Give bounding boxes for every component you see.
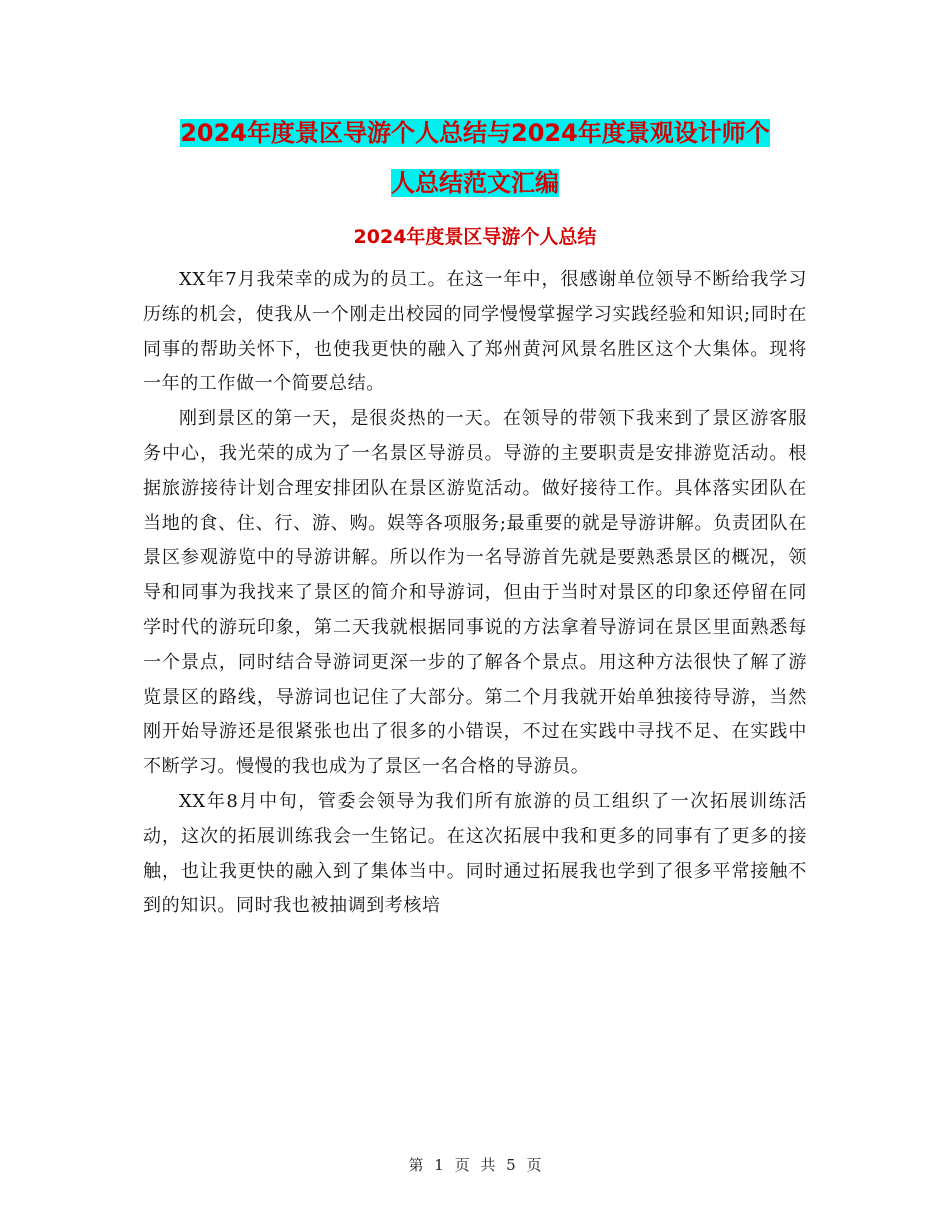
document-title-line-2: 人总结范文汇编 (391, 169, 559, 197)
paragraph-3: XX年8月中旬，管委会领导为我们所有旅游的员工组织了一次拓展训练活动，这次的拓展训练我会一生铭记。在这次拓展中我和更多的同事有了更多的接触，也让我更快的融入到了集体当中。同时通过拓展我也学到了很多平常接触不到的知识。同时我也被抽调到考核培 (143, 790, 807, 917)
paragraph-1: XX年7月我荣幸的成为的员工。在这一年中，很感谢单位领导不断给我学习历练的机会，使我从一个刚走出校园的同学慢慢掌握学习实践经验和知识;同时在同事的帮助关怀下，也使我更快的融入了郑州黄河风景名胜区这个大集体。现将一年的工作做一个简要总结。 (143, 269, 807, 395)
document-title (130, 108, 820, 208)
document-body (143, 263, 807, 924)
document-title-line-1: 2024年度景区导游个人总结与2024年度景观设计师个 (180, 119, 770, 147)
page-number-footer: 第 1 页 共 5 页 (408, 1156, 542, 1174)
section-title: 2024年度景区导游个人总结 (353, 226, 597, 248)
paragraph-2: 刚到景区的第一天，是很炎热的一天。在领导的带领下我来到了景区游客服务中心，我光荣的成为了一名景区导游员。导游的主要职责是安排游览活动。根据旅游接待计划合理安排团队在景区游览活动。做好接待工作。具体落实团队在当地的食、住、行、游、购。娱等各项服务;最重要的就是导游讲解。负责团队在景区参观游览中的导游讲解。所以作为一名导游首先就是要熟悉景区的概况，领导和同事为我找来了景区的简介和导游词，但由于当时对景区的印象还停留在同学时代的游玩印象，第二天我就根据同事说的方法拿着导游词在景区里面熟悉每一个景点，同时结合导游词更深一步的了解各个景点。用这种方法很快了解了游览景区的路线，导游词也记住了大部分。第二个月我就开始单独接待导游，当然刚开始导游还是很紧张也出了很多的小错误，不过在实践中寻找不足、在实践中不断学习。慢慢的我也成为了景区一名合格的导游员。 (143, 408, 807, 778)
